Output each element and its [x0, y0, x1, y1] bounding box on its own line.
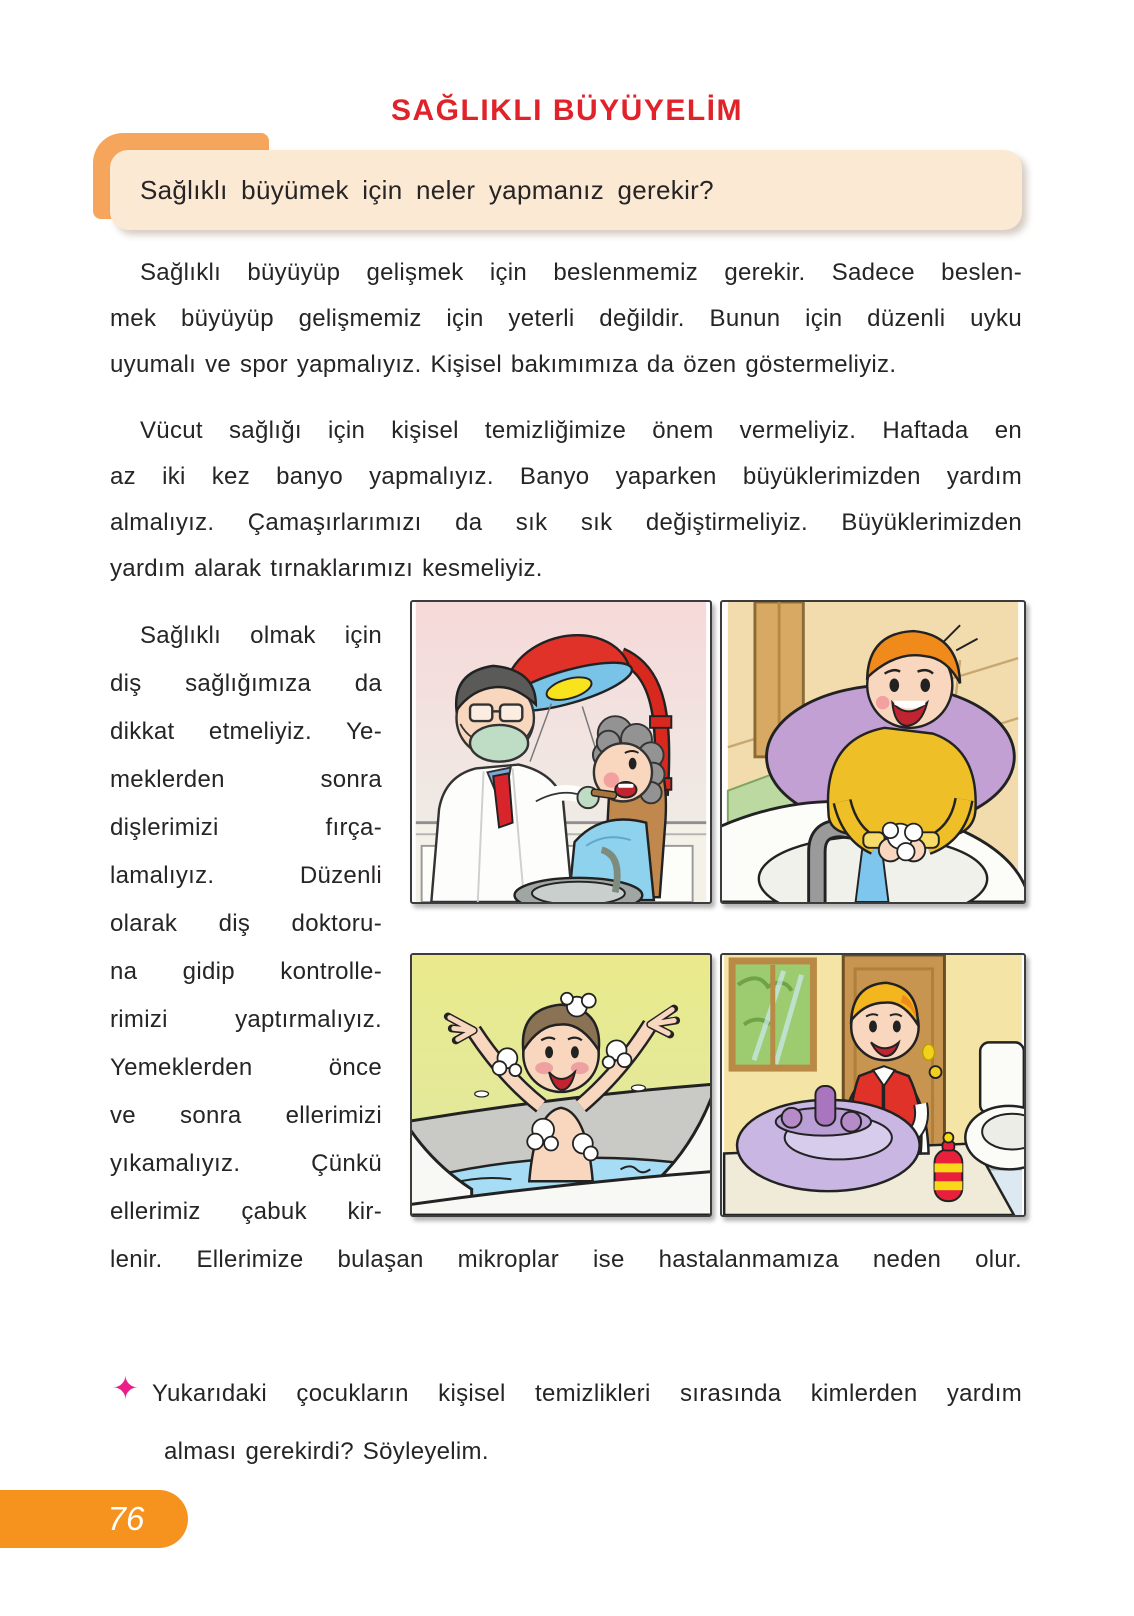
illustration-grid [410, 600, 1022, 1215]
text-line: Sağlıklı olmak için [140, 622, 382, 649]
text-line: ellerimiz çabuk kir- [110, 1198, 382, 1225]
text-line: lamalıyız. Düzenli [110, 862, 382, 889]
dentist-checkup-illustration [410, 600, 712, 904]
dentist-checkup-drawing [412, 602, 710, 902]
nail-care-illustration [720, 953, 1026, 1217]
text-line: dişlerimizi fırça- [110, 814, 382, 841]
paragraph-2 [110, 408, 1022, 592]
text-line: na gidip kontrolle- [110, 958, 382, 985]
text-line: uyumalı ve spor yapmalıyız. Kişisel bakımımıza da özen göstermeliyiz. [110, 351, 897, 378]
text-line: mek büyüyüp gelişmemiz için yeterli değildir. Bunun için düzenli uyku [110, 305, 1022, 332]
side-text-column [110, 612, 382, 1236]
after-images-line [110, 1237, 1022, 1283]
handwashing-illustration [720, 600, 1026, 904]
page-title: SAĞLIKLI BÜYÜYELİM [390, 94, 743, 127]
text-line: ve sonra ellerimizi [110, 1102, 382, 1129]
question-text: Sağlıklı büyümek için neler yapmanız gerekir? [140, 174, 714, 205]
text-line: almalıyız. Çamaşırlarımızı da sık sık değiştirmeliyiz. Büyüklerimizden [110, 509, 1022, 536]
text-line: yardım alarak tırnaklarımızı kesmeliyiz. [110, 555, 543, 582]
four-pointed-star-icon: ✦ [112, 1370, 139, 1406]
text-line: rimizi yaptırmalıyız. [110, 1006, 382, 1033]
text-line: Vücut sağlığı için kişisel temizliğimize önem vermeliyiz. Haftada en [140, 417, 1022, 444]
text-line: az iki kez banyo yapmalıyız. Banyo yaparken büyüklerimizden yardım [110, 463, 1022, 490]
text-line: yıkamalıyız. Çünkü [110, 1150, 382, 1177]
text-line: olarak diş doktoru- [110, 910, 382, 937]
text-line: dikkat etmeliyiz. Ye- [110, 718, 382, 745]
question-box [110, 150, 1022, 230]
handwashing-drawing [722, 602, 1024, 902]
page-number: 76 [107, 1500, 145, 1537]
text-line: meklerden sonra [110, 766, 382, 793]
bathing-drawing [412, 955, 710, 1215]
page-number-tab [0, 1490, 188, 1548]
text-line: lenir. Ellerimize bulaşan mikroplar ise hastalanmamıza neden olur. [110, 1246, 1022, 1273]
paragraph-1 [110, 250, 1022, 388]
text-line: alması gerekirdi? Söyleyelim. [164, 1438, 489, 1465]
text-line: Yemeklerden önce [110, 1054, 382, 1081]
text-line: Sağlıklı büyüyüp gelişmek için beslenmemiz gerekir. Sadece beslen- [140, 259, 1022, 286]
bathing-illustration [410, 953, 712, 1217]
activity-question [152, 1365, 1022, 1481]
text-line: Yukarıdaki çocukların kişisel temizlikleri sırasında kimlerden yardım [152, 1380, 1022, 1407]
nail-care-drawing [722, 955, 1024, 1215]
text-line: diş sağlığımıza da [110, 670, 382, 697]
